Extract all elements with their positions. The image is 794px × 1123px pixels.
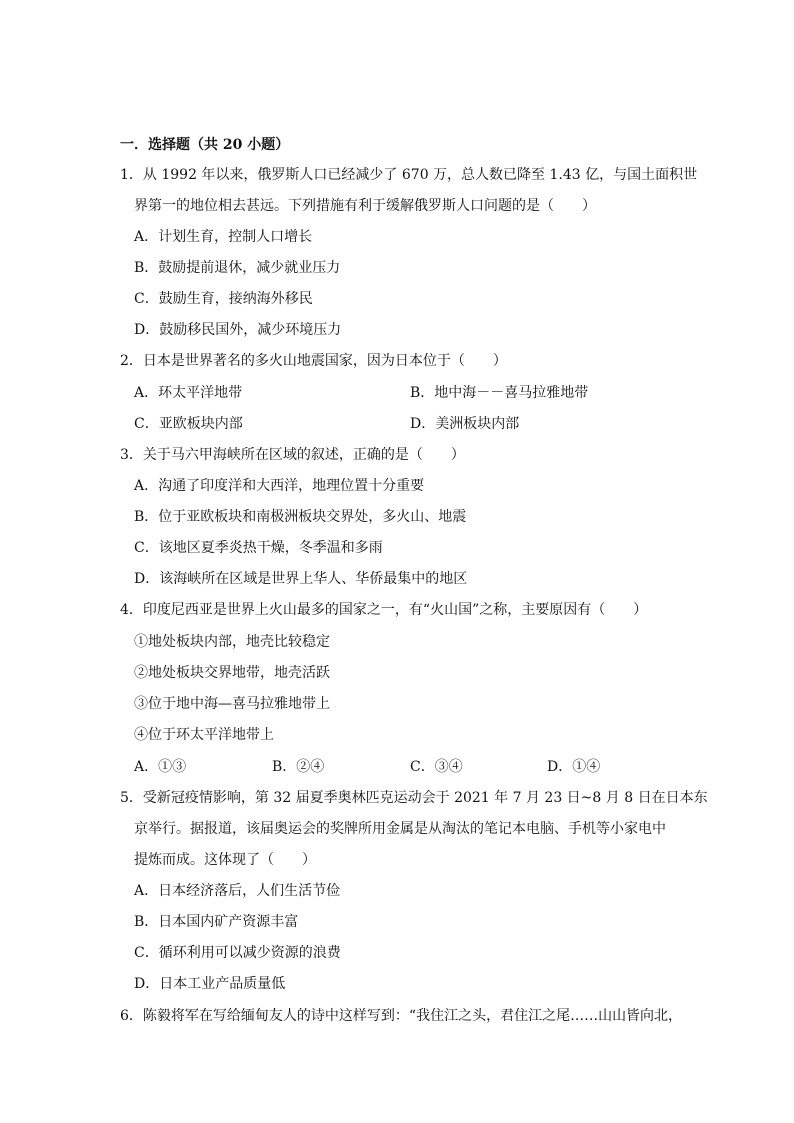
question-1-line-2: 界第一的地位相去甚远。下列措施有利于缓解俄罗斯人口问题的是（ ） (134, 198, 596, 214)
question-4-option-a: A．①③ (134, 759, 187, 775)
question-5-line-1: 5．受新冠疫情影响，第 32 届夏季奥林匹克运动会于 2021 年 7 月 23 日~8 月 8 日在日本东 (120, 790, 708, 806)
question-4-option-d: D．①④ (547, 759, 601, 775)
question-2-line-1: 2．日本是世界著名的多火山地震国家，因为日本位于（ ） (120, 353, 507, 369)
question-3-option-a: A．沟通了印度洋和大西洋，地理位置十分重要 (134, 478, 425, 494)
question-4-line-1: 4．印度尼西亚是世界上火山最多的国家之一，有“火山国”之称，主要原因有（ ） (120, 602, 648, 618)
section-title: 一．选择题（共 20 小题） (120, 137, 290, 153)
question-5-line-2: 京举行。据报道，该届奥运会的奖牌所用金属是从淘汰的笔记本电脑、手机等小家电中 (134, 821, 666, 837)
question-4-item-2: ②地处板块交界地带，地壳活跃 (134, 665, 330, 681)
question-1-option-a: A．计划生育，控制人口增长 (134, 229, 313, 245)
question-5-option-d: D．日本工业产品质量低 (134, 976, 286, 992)
question-1-option-d: D．鼓励移民国外，减少环境压力 (134, 322, 342, 338)
question-2-option-b: B．地中海－－喜马拉雅地带 (410, 385, 589, 401)
question-3-option-c: C．该地区夏季炎热干燥，冬季温和多雨 (134, 540, 383, 556)
question-2-option-d: D．美洲板块内部 (410, 416, 520, 432)
question-1-option-c: C．鼓励生育，接纳海外移民 (134, 291, 313, 307)
question-5-option-a: A．日本经济落后，人们生活节俭 (134, 883, 341, 899)
question-4-option-c: C．③④ (410, 759, 463, 775)
question-5-option-c: C．循环利用可以减少资源的浪费 (134, 945, 341, 961)
question-2-option-c: C．亚欧板块内部 (134, 416, 243, 432)
question-4-option-b: B．②④ (272, 759, 325, 775)
question-6-line-1: 6．陈毅将军在写给缅甸友人的诗中这样写到：“我住江之头，君住江之尾……山山皆向北， (120, 1008, 683, 1024)
question-5-option-b: B．日本国内矿产资源丰富 (134, 914, 299, 930)
question-2-option-a: A．环太平洋地带 (134, 385, 243, 401)
question-1-line-1: 1．从 1992 年以来，俄罗斯人口已经减少了 670 万，总人数已降至 1.43 亿，与国土面积世 (120, 167, 698, 183)
question-3-line-1: 3．关于马六甲海峡所在区域的叙述，正确的是（ ） (120, 447, 465, 463)
question-4-item-4: ④位于环太平洋地带上 (134, 727, 274, 743)
question-3-option-b: B．位于亚欧板块和南极洲板块交界处，多火山、地震 (134, 509, 467, 525)
question-1-option-b: B．鼓励提前退休，减少就业压力 (134, 260, 341, 276)
question-3-option-d: D．该海峡所在区域是世界上华人、华侨最集中的地区 (134, 571, 468, 587)
question-4-item-3: ③位于地中海—喜马拉雅地带上 (134, 696, 330, 712)
question-5-line-3: 提炼而成。这体现了（ ） (134, 852, 316, 868)
question-4-item-1: ①地处板块内部，地壳比较稳定 (134, 634, 330, 650)
